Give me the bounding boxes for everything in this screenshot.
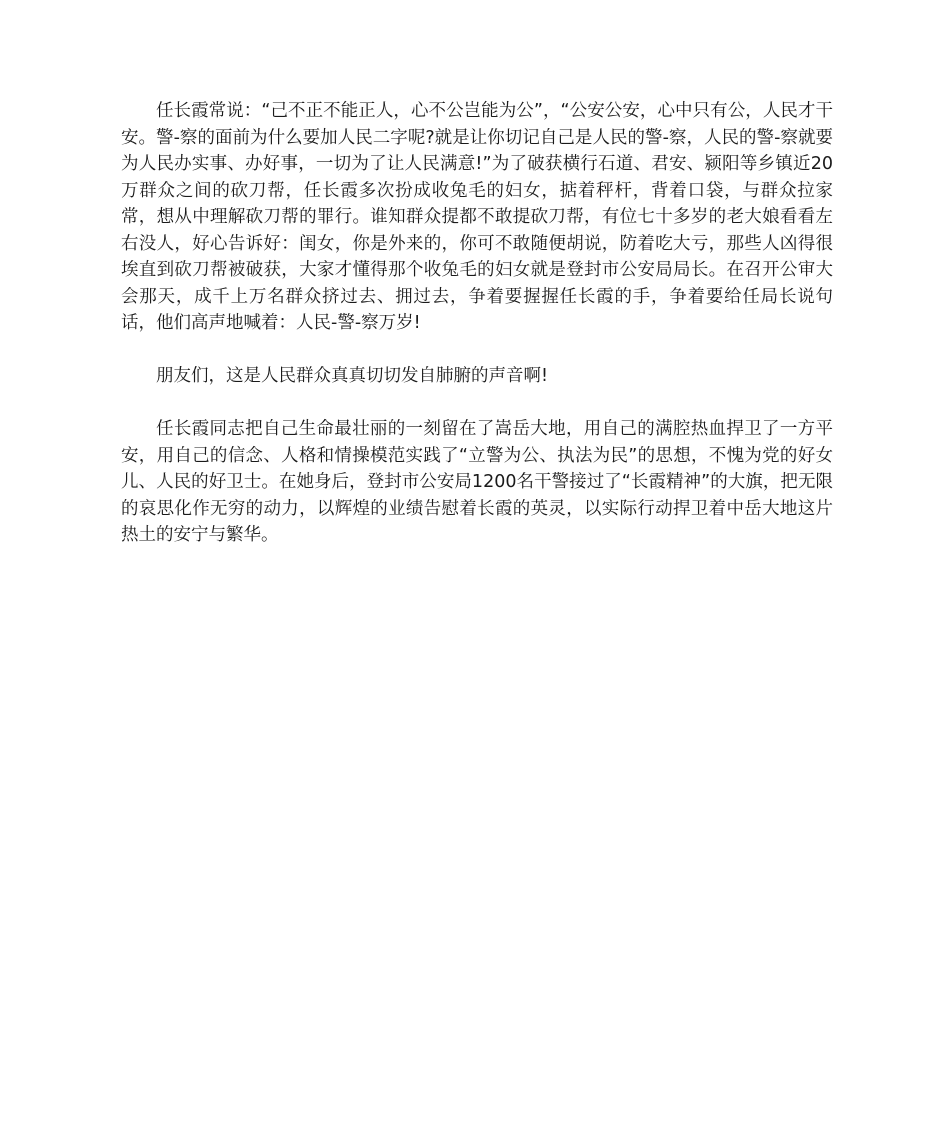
paragraph-1: 任长霞常说：“己不正不能正人，心不公岂能为公”，“公安公安，心中只有公，人民才干安。警-察的面前为什么要加人民二字呢?就是让你切记自己是人民的警-察，人民的警-察就要为人民办实事、办好事，一切为了让人民满意!”为了破获横行石道、君安、颍阳等乡镇近20万群众之间的砍刀帮，任长霞多次扮成收兔毛的妇女，掂着秤杆，背着口袋，与群众拉家常，想从中理解砍刀帮的罪行。谁知群众提都不敢提砍刀帮，有位七十多岁的老大娘看看左右没人，好心告诉好：闺女，你是外来的，你可不敢随便胡说，防着吃大亏，那些人凶得很埃直到砍刀帮被破获，大家才懂得那个收兔毛的妇女就是登封市公安局局长。在召开公审大会那天，成千上万名群众挤过去、拥过去，争着要握握任长霞的手，争着要给任局长说句话，他们高声地喊着：人民-警-察万岁! [121, 101, 833, 333]
document-body [121, 98, 833, 549]
paragraph-3: 任长霞同志把自己生命最壮丽的一刻留在了嵩岳大地，用自己的满腔热血捍卫了一方平安，用自己的信念、人格和情操模范实践了“立警为公、执法为民”的思想，不愧为党的好女儿、人民的好卫士。在她身后，登封市公安局1200名干警接过了“长霞精神”的大旗，把无限的哀思化作无穷的动力，以辉煌的业绩告慰着长霞的英灵，以实际行动捍卫着中岳大地这片热土的安宁与繁华。 [121, 419, 833, 545]
paragraph-2: 朋友们，这是人民群众真真切切发自肺腑的声音啊! [156, 366, 549, 386]
